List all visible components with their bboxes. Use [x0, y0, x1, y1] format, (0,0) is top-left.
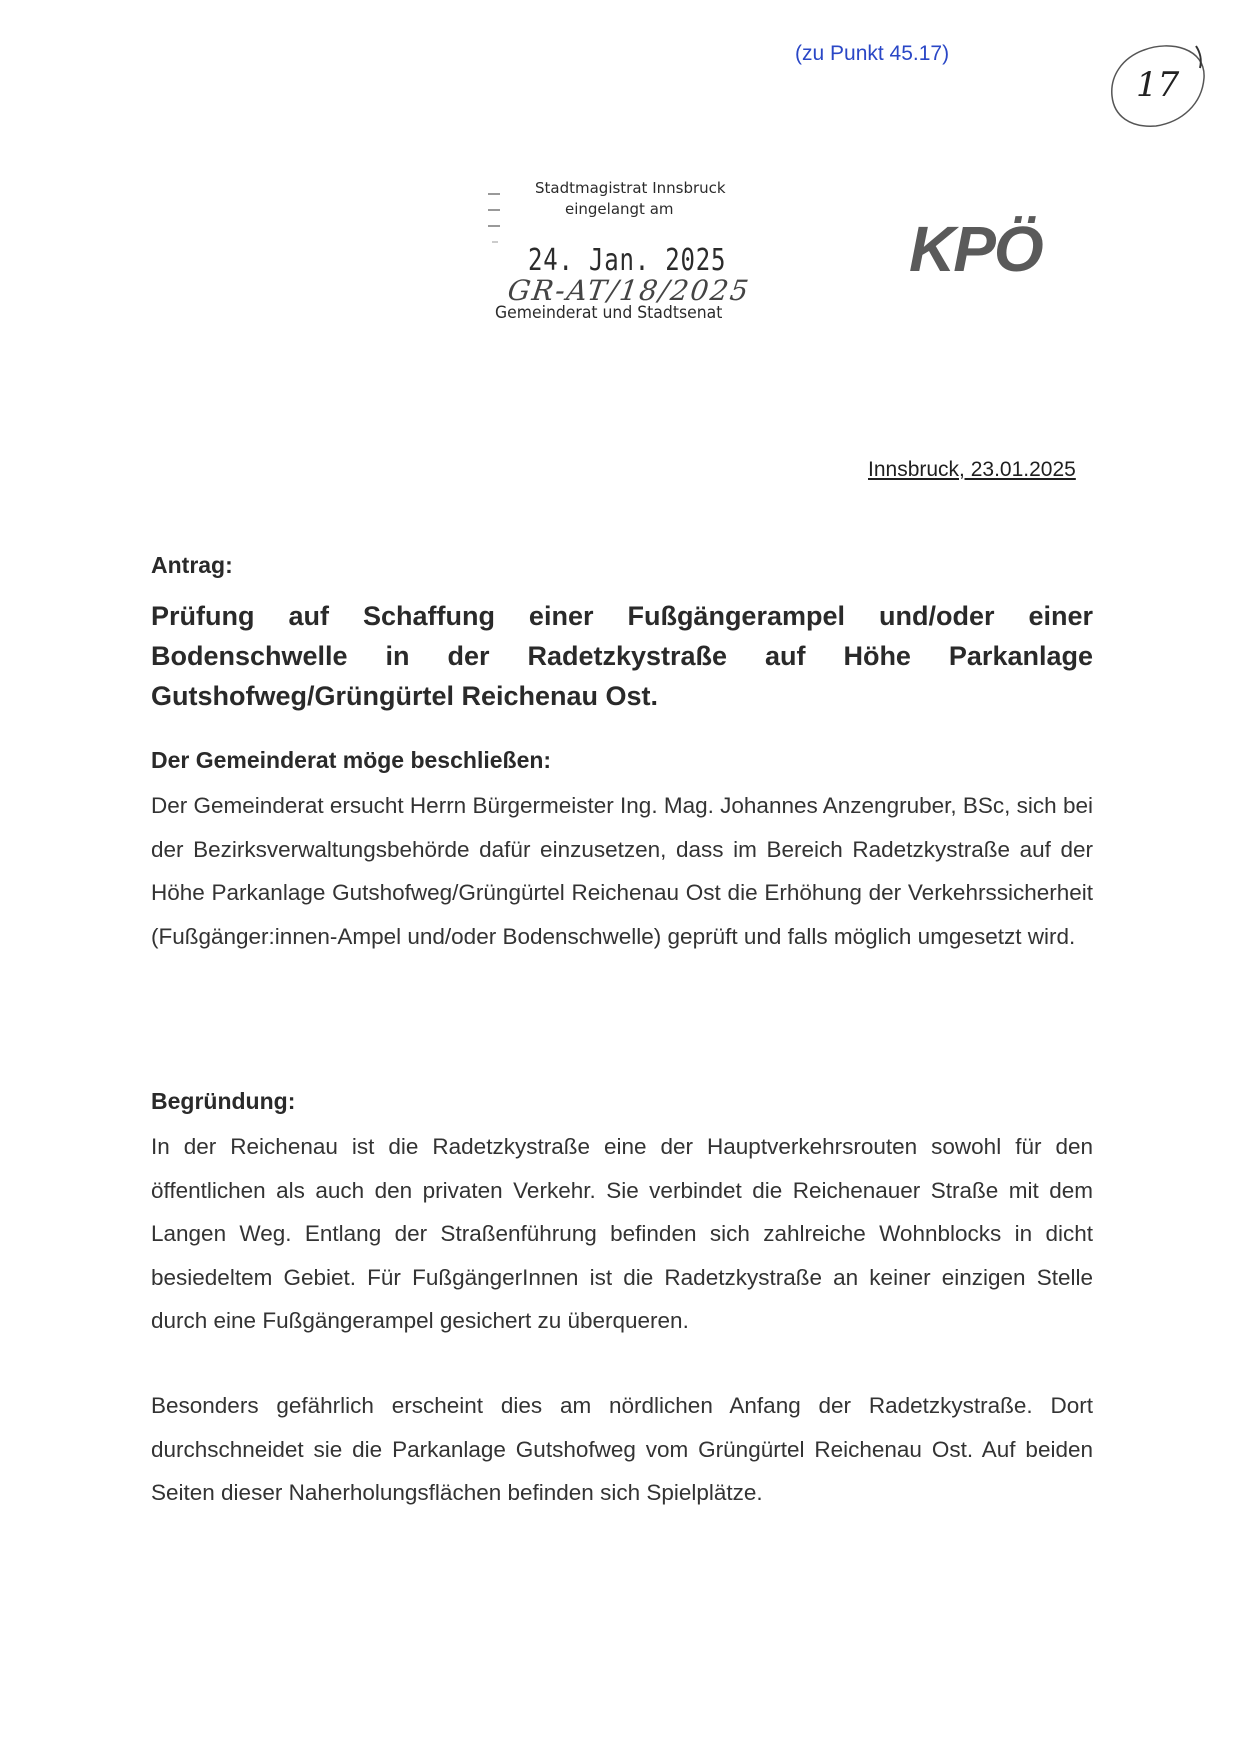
document-date: Innsbruck, 23.01.2025 [868, 458, 1076, 481]
antrag-title: Prüfung auf Schaffung einer Fußgängerampel und/oder einer Bodenschwelle in der Radetzkystraße auf Höhe Parkanlage Gutshofweg/Grüngürtel Reichenau Ost. [151, 601, 1093, 711]
kpoe-logo [905, 215, 1085, 279]
justification-paragraph-2: Besonders gefährlich erscheint dies am nördlichen Anfang der Radetzkystraße. Dort durchschneidet sie die Parkanlage Gutshofweg vom Grüngürtel Reichenau Ost. Auf beiden Seiten dieser Naherholungsflächen befinden sich Spielplätze. [151, 1393, 1093, 1505]
justification-heading: Begründung: [151, 1088, 296, 1114]
kpoe-logo-text: KPÖ [909, 215, 1042, 279]
receipt-stamp-header [535, 178, 726, 220]
antrag-heading: Antrag: [151, 552, 233, 578]
resolution-text: Der Gemeinderat ersucht Herrn Bürgermeister Ing. Mag. Johannes Anzengruber, BSc, sich bei der Bezirksverwaltungsbehörde dafür einzusetzen, dass im Bereich Radetzkystraße auf der Höhe Parkanlage Gutshofweg/Grüngürtel Reichenau Ost die Erhöhung der Verkehrssicherheit (Fußgänger:innen-Ampel und/oder Bodenschwelle) geprüft und falls möglich umgesetzt wird. [151, 793, 1093, 949]
agenda-item-reference: (zu Punkt 45.17) [795, 42, 950, 65]
handwritten-page-number-stamp [1100, 38, 1210, 134]
stamp-handwritten-reference: GR-AT/18/2025 [505, 274, 753, 307]
stamp-received-date: 24. Jan. 2025 [528, 243, 727, 278]
stamp-office-name: Stadtmagistrat Innsbruck [535, 179, 726, 197]
page-number-text: 17 [1136, 65, 1180, 105]
stamp-department: Gemeinderat und Stadtsenat [495, 303, 723, 323]
stamp-received-label: eingelangt am [565, 200, 674, 218]
stamp-tick-marks [488, 190, 502, 246]
justification-paragraph-1: In der Reichenau ist die Radetzkystraße eine der Hauptverkehrsrouten sowohl für den öffentlichen als auch den privaten Verkehr. Sie verbindet die Reichenauer Straße mit dem Langen Weg. Entlang der Straßenführung befinden sich zahlreiche Wohnblocks in dicht besiedeltem Gebiet. Für FußgängerInnen ist die Radetzkystraße an keiner einzigen Stelle durch eine Fußgängerampel gesichert zu überqueren. [151, 1134, 1093, 1333]
resolution-heading: Der Gemeinderat möge beschließen: [151, 747, 552, 773]
